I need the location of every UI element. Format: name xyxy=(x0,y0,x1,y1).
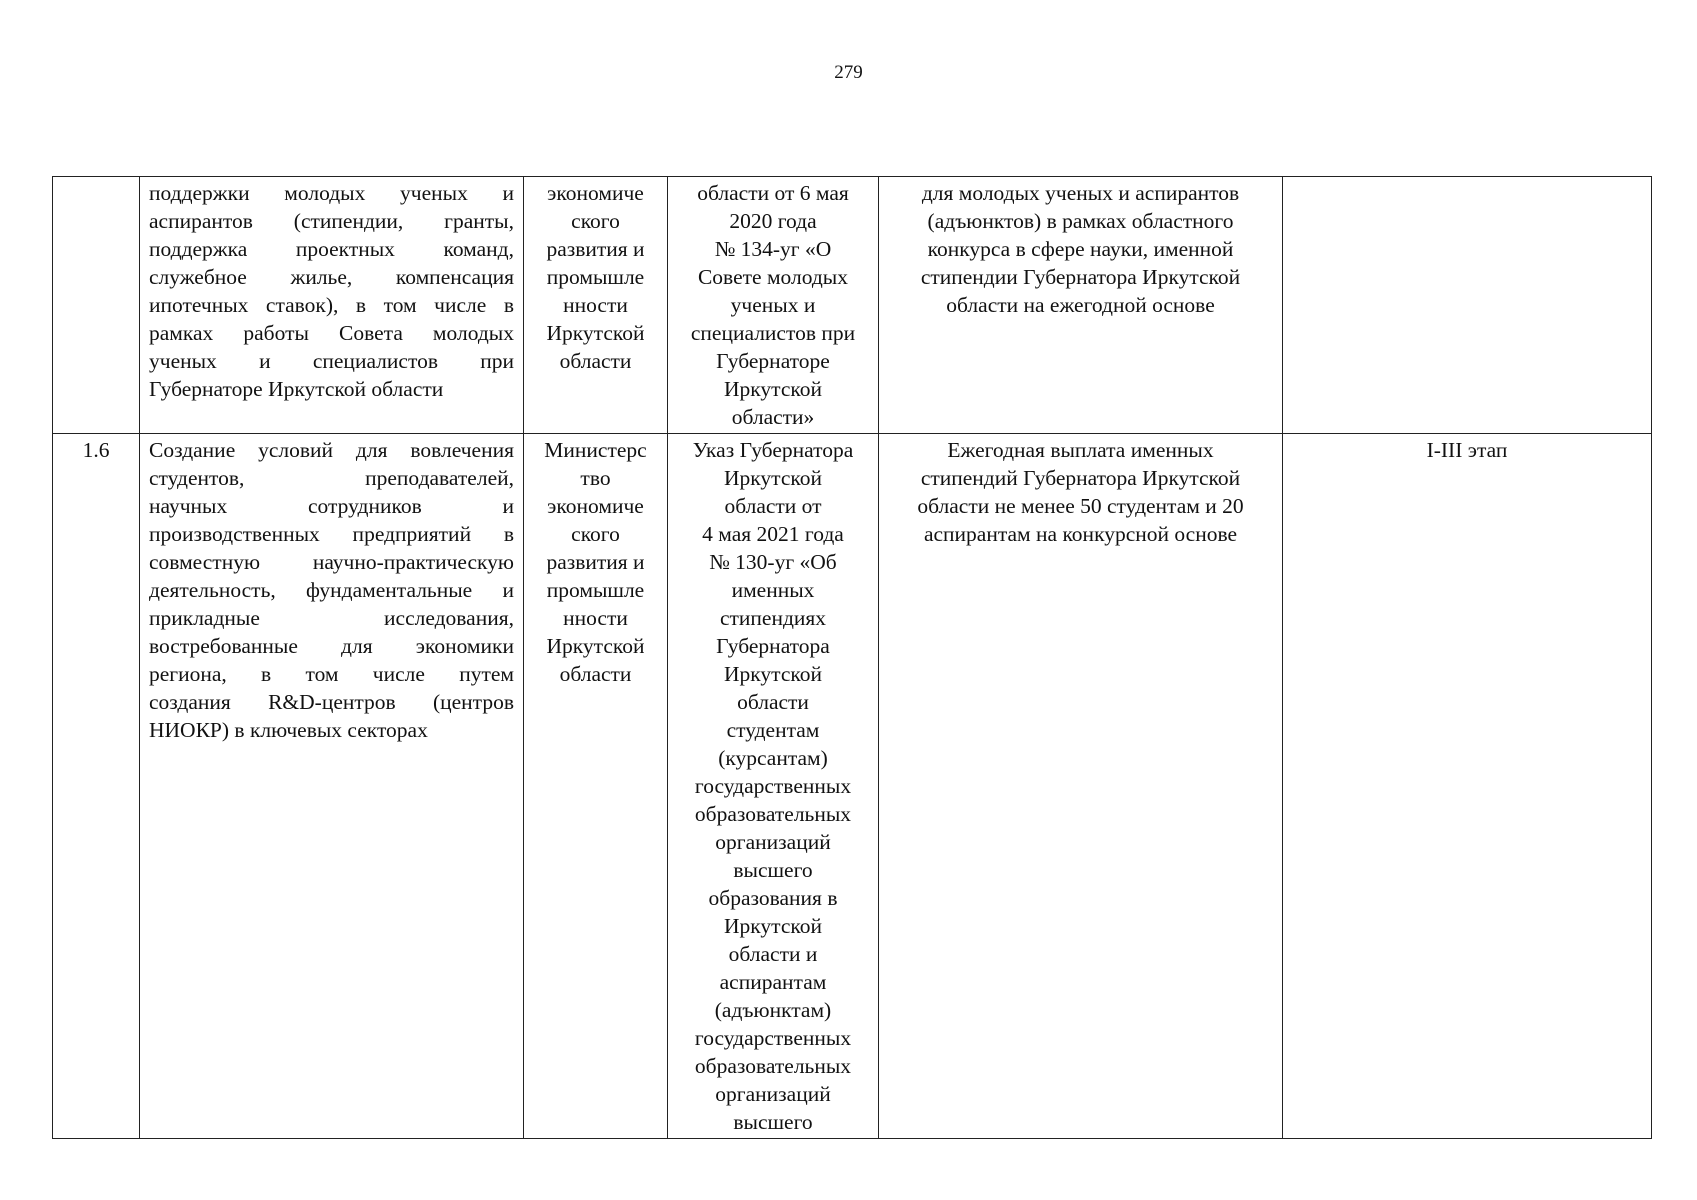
cell-result-line: стипендии Губернатора Иркутской xyxy=(920,265,1241,289)
cell-measure-line: региона, в том числе путем xyxy=(149,662,514,686)
cell-document-line: стипендиях xyxy=(719,606,827,630)
cell-measure-line: деятельность, фундаментальные и xyxy=(149,578,514,602)
cell-document-line: № 130-уг «Об xyxy=(709,550,837,574)
cell-result-line: области на ежегодной основе xyxy=(946,293,1215,317)
cell-result-line: для молодых ученых и аспирантов xyxy=(921,181,1240,205)
cell-measure-line: служебное жилье, компенсация xyxy=(149,265,514,289)
cell-result-line: конкурса в сфере науки, именной xyxy=(927,237,1234,261)
cell-measure-line: студентов, преподавателей, xyxy=(149,466,514,490)
cell-executor-line: ского xyxy=(571,209,620,233)
cell-document-line: высшего xyxy=(733,1110,813,1134)
cell-executor-line: развития и xyxy=(546,550,645,574)
cell-executor-line: области xyxy=(559,662,632,686)
cell-executor-line: промышле xyxy=(546,265,645,289)
cell-document-line: Совете молодых xyxy=(697,265,849,289)
cell-document xyxy=(668,434,879,1139)
cell-measure-line: научных сотрудников и xyxy=(149,494,514,518)
cell-document-line: высшего xyxy=(733,858,813,882)
cell-executor-line: экономиче xyxy=(547,494,644,518)
cell-executor-line: нности xyxy=(563,606,628,630)
cell-document-line: образовательных xyxy=(694,802,852,826)
cell-document-line: организаций xyxy=(715,830,831,854)
cell-executor-line: ского xyxy=(571,522,620,546)
cell-measure xyxy=(140,434,524,1139)
cell-stage: I-III этап xyxy=(1283,434,1652,1139)
cell-document-line: организаций xyxy=(715,1082,831,1106)
cell-measure-line: совместную научно-практическую xyxy=(149,550,514,574)
cell-document-line: Губернатора xyxy=(716,634,830,658)
cell-measure-line: ученых и специалистов при xyxy=(149,349,514,373)
cell-document-line: Губернаторе xyxy=(716,349,830,373)
cell-measure xyxy=(140,177,524,434)
cell-executor-line: нности xyxy=(563,293,628,317)
cell-result-line: Ежегодная выплата именных xyxy=(947,438,1214,462)
cell-number xyxy=(53,177,140,434)
cell-measure-line: создания R&D-центров (центров xyxy=(149,690,514,714)
cell-document-line: № 134-уг «О xyxy=(714,237,832,261)
cell-document-line: Указ Губернатора xyxy=(692,438,854,462)
plan-table-body xyxy=(53,177,1652,1139)
cell-measure-line: аспирантов (стипендии, гранты, xyxy=(149,209,514,233)
cell-measure-line: ипотечных ставок), в том числе в xyxy=(149,293,514,317)
cell-document-line: области xyxy=(737,690,809,714)
cell-measure-line: поддержка проектных команд, xyxy=(149,237,514,261)
table-row xyxy=(53,177,1652,434)
cell-executor-line: Иркутской xyxy=(546,634,645,658)
cell-document-line: ученых и xyxy=(730,293,816,317)
cell-document-line: области и xyxy=(728,942,818,966)
cell-document-line: специалистов при xyxy=(690,321,856,345)
cell-executor-line: Министерс xyxy=(544,438,647,462)
cell-document-line: Иркутской xyxy=(724,466,822,490)
cell-measure-line: производственных предприятий в xyxy=(149,522,514,546)
table-row xyxy=(53,434,1652,1139)
cell-result xyxy=(879,434,1283,1139)
cell-measure-line: рамках работы Совета молодых xyxy=(149,321,514,345)
cell-result xyxy=(879,177,1283,434)
cell-document-line: области от xyxy=(724,494,822,518)
cell-measure-line: Губернаторе Иркутской области xyxy=(149,377,444,401)
cell-document-line: государственных xyxy=(694,774,852,798)
cell-document-line: (курсантам) xyxy=(718,746,828,770)
cell-executor xyxy=(524,177,668,434)
cell-document-line: аспирантам xyxy=(719,970,827,994)
cell-executor xyxy=(524,434,668,1139)
cell-document-line: государственных xyxy=(694,1026,852,1050)
cell-result-line: области не менее 50 студентам и 20 xyxy=(917,494,1244,518)
cell-executor-line: Иркутской xyxy=(546,321,645,345)
cell-executor-line: области xyxy=(559,349,632,373)
cell-measure-line: Создание условий для вовлечения xyxy=(149,438,514,462)
cell-document-line: (адъюнктам) xyxy=(714,998,832,1022)
cell-measure-line: поддержки молодых ученых и xyxy=(149,181,514,205)
cell-measure-line: НИОКР) в ключевых секторах xyxy=(149,718,428,742)
cell-document-line: Иркутской xyxy=(724,377,822,401)
page-number: 279 xyxy=(834,62,863,83)
cell-number: 1.6 xyxy=(53,434,140,1139)
cell-result-line: (адъюнктов) в рамках областного xyxy=(927,209,1234,233)
cell-document-line: Иркутской xyxy=(724,914,822,938)
cell-document-line: образовательных xyxy=(694,1054,852,1078)
cell-measure-line: востребованные для экономики xyxy=(149,634,514,658)
cell-stage xyxy=(1283,177,1652,434)
cell-document-line: студентам xyxy=(726,718,820,742)
cell-document-line: именных xyxy=(731,578,815,602)
cell-result-line: аспирантам на конкурсной основе xyxy=(923,522,1238,546)
plan-table xyxy=(52,176,1652,1139)
cell-document-line: Иркутской xyxy=(724,662,822,686)
cell-document-line: 4 мая 2021 года xyxy=(702,522,844,546)
cell-document-line: 2020 года xyxy=(729,209,817,233)
cell-executor-line: развития и xyxy=(546,237,645,261)
cell-executor-line: экономиче xyxy=(547,181,644,205)
cell-document-line: образования в xyxy=(708,886,838,910)
cell-document-line: области от 6 мая xyxy=(697,181,849,205)
cell-executor-line: промышле xyxy=(546,578,645,602)
cell-document xyxy=(668,177,879,434)
cell-result-line: стипендий Губернатора Иркутской xyxy=(920,466,1241,490)
cell-measure-line: прикладные исследования, xyxy=(149,606,514,630)
cell-document-line: области» xyxy=(731,405,815,429)
cell-executor-line: тво xyxy=(580,466,611,490)
